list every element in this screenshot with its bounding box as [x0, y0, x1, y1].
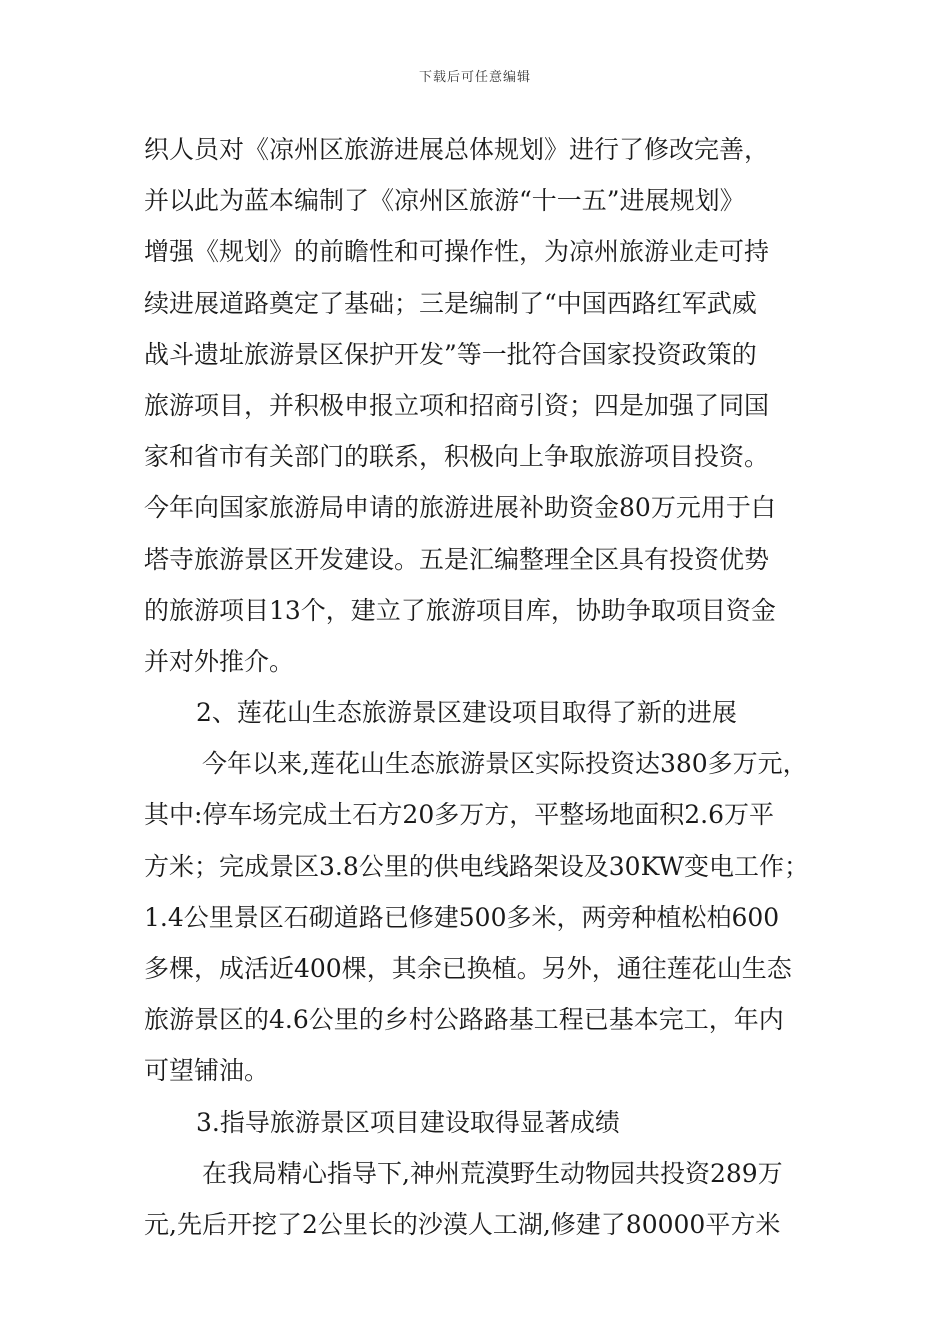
paragraph-first-line: 今年以来,莲花山生态旅游景区实际投资达380多万元，: [202, 749, 808, 779]
text-line: 的旅游项目13个，建立了旅游项目库，协助争取项目资金: [144, 595, 776, 625]
text-line: 家和省市有关部门的联系，积极向上争取旅游项目投资。: [144, 442, 770, 472]
text-line: 增强《规划》的前瞻性和可操作性，为凉州旅游业走可持: [144, 237, 770, 267]
text-line: 其中:停车场完成土石方20多万方，平整场地面积2.6万平: [144, 800, 774, 830]
text-line: 多棵，成活近400棵，其余已换植。另外，通往莲花山生态: [144, 954, 792, 983]
text-line: 塔寺旅游景区开发建设。五是汇编整理全区具有投资优势: [144, 544, 770, 574]
text-line: 旅游景区的4.6公里的乡村公路路基工程已基本完工，年内: [144, 1005, 784, 1035]
text-line: 可望铺油。: [144, 1056, 270, 1086]
text-line: 1.4公里景区石砌道路已修建500多米，两旁种植松柏600: [144, 902, 780, 932]
page-header-note: 下载后可任意编辑: [418, 70, 531, 85]
text-line: 织人员对《凉州区旅游进展总体规划》进行了修改完善，: [144, 135, 770, 164]
text-line: 战斗遗址旅游景区保护开发”等一批符合国家投资政策的: [144, 339, 757, 369]
text-line: 并以此为蓝本编制了《凉州区旅游“十一五”进展规划》: [144, 186, 745, 216]
section-heading: 3.指导旅游景区项目建设取得显著成绩: [196, 1107, 620, 1137]
document-body: [144, 124, 810, 1250]
text-line: 方米；完成景区3.8公里的供电线路架设及30KW变电工作；: [144, 851, 810, 881]
text-line: 旅游项目，并积极申报立项和招商引资；四是加强了同国: [144, 390, 770, 420]
text-line: 今年向国家旅游局申请的旅游进展补助资金80万元用于白: [144, 493, 776, 523]
text-line: 并对外推介。: [144, 646, 295, 676]
section-heading: 2、莲花山生态旅游景区建设项目取得了新的进展: [196, 698, 737, 728]
paragraph-first-line: 在我局精心指导下,神州荒漠野生动物园共投资289万: [202, 1158, 783, 1188]
text-line: 续进展道路奠定了基础；三是编制了“中国西路红军武威: [144, 288, 757, 318]
text-line: 元,先后开挖了2公里长的沙漠人工湖,修建了80000平方米: [144, 1209, 781, 1239]
